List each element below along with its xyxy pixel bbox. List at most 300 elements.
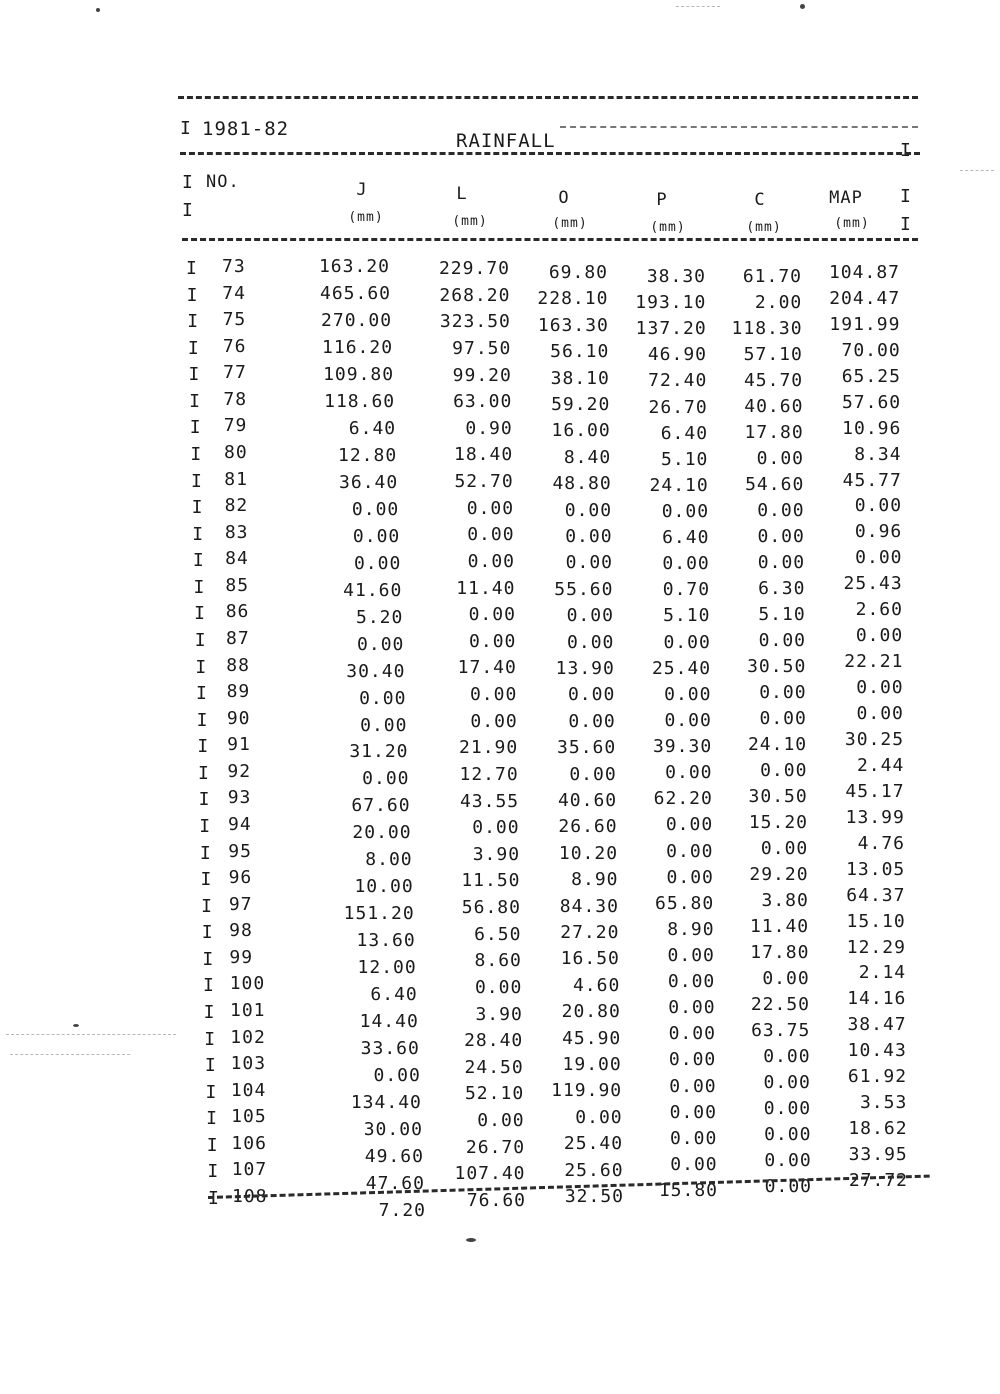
row-bar: I (900, 186, 911, 207)
title-right-rule (560, 126, 918, 128)
cell-j: 0.00 (353, 552, 402, 574)
cell-o: 10.20 (558, 842, 619, 864)
cell-p: 0.00 (666, 840, 714, 862)
cell-p: 5.10 (663, 605, 711, 627)
cell-p: 0.00 (661, 501, 710, 523)
cell-j: 5.20 (356, 606, 404, 628)
cell-o: 0.00 (567, 631, 615, 653)
cell-c: 0.00 (764, 1124, 812, 1145)
col-header-p: P (656, 190, 668, 210)
row-bar: I (194, 630, 206, 651)
cell-j: 0.00 (360, 714, 408, 736)
row-number: 92 (227, 760, 252, 782)
cell-map: 10.43 (847, 1040, 907, 1062)
row-number: 74 (222, 282, 246, 304)
cell-map: 57.60 (841, 391, 902, 413)
top-border (178, 96, 918, 99)
row-bar: I (196, 683, 207, 705)
row-number: 103 (230, 1053, 267, 1075)
scan-noise-line (10, 1054, 130, 1055)
cell-o: 8.40 (563, 446, 612, 468)
cell-l: 0.00 (469, 630, 517, 652)
row-bar: I (190, 444, 202, 465)
row-number: 80 (224, 442, 248, 463)
cell-l: 52.10 (464, 1083, 525, 1105)
cell-p: 0.00 (670, 1153, 718, 1175)
cell-p: 15.80 (658, 1180, 718, 1201)
row-bar: I (201, 895, 212, 917)
cell-map: 0.00 (855, 625, 904, 647)
scan-noise-line (960, 170, 994, 171)
cell-l: 12.70 (459, 763, 519, 785)
cell-c: 45.70 (743, 370, 804, 391)
cell-map: 22.21 (844, 651, 904, 673)
row-bar: I (180, 118, 191, 139)
cell-o: 13.90 (555, 658, 615, 679)
row-number: 89 (226, 681, 251, 703)
cell-o: 32.50 (564, 1186, 624, 1207)
row-number: 79 (223, 415, 248, 437)
cell-c: 0.00 (762, 968, 810, 989)
cell-j: 67.60 (351, 795, 411, 817)
cell-map: 45.77 (842, 469, 902, 491)
cell-o: 55.60 (554, 578, 614, 600)
cell-l: 6.50 (474, 923, 522, 945)
cell-o: 20.80 (561, 1001, 621, 1023)
no-header: NO. (206, 172, 240, 192)
cell-j: 49.60 (364, 1146, 424, 1168)
row-bar: I (198, 789, 210, 811)
row-number: 106 (231, 1132, 267, 1154)
cell-o: 27.20 (560, 922, 620, 943)
cell-map: 70.00 (841, 339, 901, 361)
cell-c: 24.10 (747, 734, 808, 755)
cell-o: 16.00 (551, 420, 611, 442)
col-unit-l: (mm) (452, 214, 488, 229)
cell-c: 0.00 (760, 760, 808, 781)
cell-map: 65.25 (841, 365, 901, 387)
row-bar: I (194, 603, 205, 625)
cell-j: 7.20 (378, 1200, 426, 1221)
cell-p: 0.00 (664, 683, 712, 705)
cell-p: 0.00 (668, 997, 716, 1019)
cell-c: 15.20 (748, 812, 808, 833)
row-bar: I (203, 1002, 215, 1023)
cell-c: 0.00 (764, 1176, 812, 1197)
cell-l: 43.55 (459, 790, 520, 812)
cell-c: 0.00 (764, 1150, 812, 1171)
row-bar: I (186, 258, 197, 279)
cell-p: 0.00 (666, 866, 714, 888)
row-bar: I (186, 284, 198, 306)
scan-noise-line (6, 1034, 176, 1035)
cell-p: 6.40 (662, 527, 710, 549)
cell-o: 0.00 (564, 499, 613, 521)
cell-p: 0.70 (662, 579, 711, 601)
row-bar: I (182, 200, 193, 221)
row-bar: I (204, 1055, 216, 1077)
cell-p: 39.30 (652, 736, 713, 758)
cell-l: 0.00 (469, 684, 518, 706)
row-bar: I (189, 390, 200, 412)
cell-c: 54.60 (745, 474, 805, 495)
row-bar: I (207, 1161, 219, 1183)
cell-c: 22.50 (750, 994, 810, 1015)
cell-l: 26.70 (465, 1136, 526, 1158)
cell-map: 10.96 (842, 417, 902, 439)
cell-j: 13.60 (356, 930, 416, 952)
cell-l: 229.70 (438, 258, 510, 279)
cell-j: 31.20 (349, 741, 409, 763)
cell-map: 30.25 (844, 728, 905, 750)
cell-o: 0.00 (565, 552, 614, 574)
row-number: 77 (223, 362, 247, 384)
cell-j: 0.00 (351, 498, 400, 520)
cell-o: 25.40 (563, 1133, 624, 1155)
row-bar: I (900, 214, 911, 235)
cell-map: 45.17 (845, 780, 905, 802)
col-header-j: J (356, 180, 368, 200)
cell-map: 18.62 (848, 1118, 908, 1140)
title-divider (180, 152, 920, 155)
cell-o: 4.60 (572, 974, 621, 996)
cell-p: 46.90 (647, 344, 708, 366)
scan-speck (466, 1238, 476, 1242)
row-number: 84 (225, 548, 249, 570)
row-bar: I (208, 1188, 219, 1209)
cell-j: 0.00 (373, 1065, 421, 1087)
row-number: 82 (224, 495, 249, 517)
cell-map: 13.05 (846, 858, 906, 880)
cell-l: 323.50 (439, 311, 511, 333)
cell-j: 0.00 (362, 768, 410, 790)
cell-o: 0.00 (575, 1106, 623, 1128)
cell-o: 0.00 (567, 684, 616, 706)
col-header-c: C (754, 190, 766, 210)
cell-p: 5.10 (661, 448, 709, 470)
row-bar: I (202, 975, 214, 997)
cell-c: 0.00 (759, 682, 807, 703)
cell-o: 56.10 (550, 341, 610, 363)
cell-p: 26.70 (648, 396, 708, 418)
cell-p: 24.10 (649, 474, 709, 496)
cell-j: 8.00 (365, 849, 413, 871)
col-unit-j: (mm) (348, 210, 384, 225)
cell-j: 6.40 (370, 984, 418, 1006)
cell-l: 0.00 (468, 604, 516, 626)
cell-l: 18.40 (454, 444, 514, 466)
cell-l: 24.50 (464, 1056, 524, 1078)
cell-l: 107.40 (454, 1163, 526, 1185)
row-bar: I (195, 656, 207, 678)
cell-p: 0.00 (667, 971, 716, 993)
cell-j: 0.00 (359, 687, 407, 709)
row-bar: I (182, 172, 193, 193)
cell-l: 11.50 (461, 870, 521, 892)
scan-noise-line (676, 6, 720, 7)
cell-map: 25.43 (843, 573, 903, 595)
cell-l: 28.40 (464, 1030, 524, 1052)
cell-c: 29.20 (749, 864, 809, 885)
row-number: 99 (229, 946, 254, 968)
cell-j: 30.40 (346, 660, 406, 682)
cell-l: 21.90 (459, 737, 519, 759)
row-number: 94 (228, 814, 252, 835)
row-number: 90 (226, 707, 251, 729)
cell-o: 69.80 (548, 262, 608, 283)
col-unit-p: (mm) (650, 220, 686, 235)
row-bar: I (900, 140, 911, 161)
cell-j: 12.80 (338, 444, 398, 466)
row-bar: I (192, 523, 204, 545)
cell-o: 0.00 (566, 605, 614, 627)
row-bar: I (191, 497, 203, 519)
cell-p: 0.00 (668, 1049, 717, 1071)
cell-l: 99.20 (452, 364, 512, 386)
row-bar: I (199, 816, 211, 837)
row-number: 93 (227, 787, 252, 809)
cell-o: 38.10 (550, 367, 610, 389)
cell-p: 65.80 (655, 892, 715, 914)
row-number: 108 (232, 1186, 268, 1207)
cell-p: 25.40 (651, 657, 712, 679)
cell-j: 134.40 (350, 1092, 422, 1114)
cell-j: 465.60 (319, 282, 392, 304)
cell-j: 118.60 (324, 390, 396, 412)
cell-o: 0.00 (568, 710, 616, 732)
cell-p: 0.00 (664, 709, 712, 731)
row-number: 78 (223, 388, 248, 410)
cell-map: 0.00 (856, 703, 904, 725)
cell-j: 20.00 (352, 822, 412, 844)
row-bar: I (187, 337, 199, 359)
col-unit-c: (mm) (746, 220, 782, 235)
cell-j: 270.00 (321, 309, 393, 331)
cell-p: 0.00 (663, 631, 711, 653)
cell-c: 0.00 (756, 448, 804, 469)
cell-j: 36.40 (339, 471, 399, 493)
cell-map: 2.14 (858, 962, 907, 984)
cell-p: 0.00 (667, 944, 715, 966)
row-bar: I (192, 550, 204, 572)
cell-p: 0.00 (665, 814, 714, 836)
cell-l: 76.60 (466, 1190, 526, 1211)
cell-map: 0.00 (854, 495, 903, 517)
cell-map: 8.34 (854, 443, 902, 465)
col-unit-o: (mm) (552, 216, 588, 231)
cell-j: 30.00 (363, 1119, 423, 1141)
cell-p: 0.00 (669, 1101, 717, 1123)
scan-speck (96, 8, 100, 12)
cell-map: 3.53 (859, 1092, 908, 1114)
cell-map: 27.72 (848, 1170, 908, 1191)
cell-l: 0.00 (467, 524, 515, 546)
cell-c: 0.00 (763, 1098, 812, 1119)
cell-c: 57.10 (743, 344, 803, 365)
row-number: 91 (227, 734, 251, 756)
cell-c: 30.50 (748, 786, 808, 807)
cell-o: 84.30 (559, 895, 619, 917)
cell-o: 25.60 (564, 1159, 624, 1181)
cell-l: 0.90 (465, 417, 513, 439)
cell-map: 13.99 (845, 806, 905, 828)
cell-j: 151.20 (343, 903, 415, 925)
row-number: 105 (231, 1106, 267, 1128)
cell-p: 72.40 (648, 370, 708, 392)
row-bar: I (204, 1028, 216, 1050)
cell-c: 0.00 (757, 552, 806, 573)
cell-c: 0.00 (759, 708, 807, 729)
cell-c: 3.80 (761, 890, 809, 911)
cell-c: 0.00 (758, 630, 806, 651)
cell-c: 0.00 (757, 500, 805, 521)
cell-map: 12.29 (846, 936, 906, 958)
row-bar: I (189, 417, 201, 439)
cell-c: 63.75 (751, 1020, 811, 1041)
row-number: 73 (222, 256, 246, 277)
cell-map: 0.96 (854, 521, 903, 543)
season-label: 1981-82 (202, 118, 290, 140)
row-number: 98 (229, 920, 253, 942)
cell-c: 0.00 (760, 838, 809, 859)
cell-o: 59.20 (551, 394, 611, 415)
cell-p: 0.00 (669, 1127, 718, 1149)
cell-l: 0.00 (466, 497, 515, 519)
row-number: 81 (224, 468, 248, 490)
row-bar: I (197, 736, 209, 758)
cell-l: 0.00 (467, 550, 516, 572)
cell-j: 0.00 (357, 633, 405, 655)
cell-map: 33.95 (848, 1144, 908, 1166)
cell-c: 61.70 (742, 266, 802, 287)
cell-o: 19.00 (562, 1054, 622, 1075)
cell-l: 268.20 (439, 284, 511, 306)
row-number: 75 (222, 309, 247, 331)
cell-c: 0.00 (763, 1046, 811, 1067)
cell-o: 228.10 (537, 288, 609, 310)
row-bar: I (202, 948, 214, 970)
row-number: 102 (230, 1026, 266, 1048)
cell-map: 0.00 (855, 547, 903, 569)
cell-l: 3.90 (475, 1003, 523, 1025)
cell-c: 6.30 (758, 578, 806, 599)
cell-l: 0.00 (474, 976, 523, 998)
cell-l: 3.90 (472, 843, 521, 865)
cell-l: 63.00 (453, 391, 513, 413)
col-header-map: MAP (829, 188, 863, 208)
cell-c: 30.50 (747, 656, 807, 677)
cell-p: 38.30 (646, 266, 706, 287)
cell-map: 15.10 (846, 910, 906, 932)
cell-map: 61.92 (847, 1066, 908, 1088)
row-bar: I (206, 1108, 217, 1130)
row-bar: I (200, 869, 212, 891)
cell-l: 56.80 (461, 897, 521, 919)
col-header-l: L (456, 184, 468, 204)
cell-j: 0.00 (352, 525, 401, 547)
cell-j: 47.60 (365, 1173, 425, 1195)
cell-c: 0.00 (763, 1072, 811, 1093)
row-number: 97 (228, 893, 253, 915)
cell-l: 11.40 (456, 577, 516, 599)
row-bar: I (199, 842, 211, 864)
cell-map: 2.60 (855, 599, 903, 621)
cell-j: 116.20 (322, 336, 394, 358)
col-header-o: O (558, 188, 570, 208)
cell-l: 0.00 (477, 1110, 525, 1132)
cell-c: 17.80 (750, 942, 810, 963)
cell-p: 193.10 (635, 292, 707, 314)
row-number: 85 (225, 574, 250, 596)
cell-l: 0.00 (470, 710, 518, 732)
cell-l: 97.50 (452, 337, 512, 359)
cell-p: 62.20 (653, 788, 713, 810)
row-number: 87 (226, 628, 250, 649)
cell-c: 40.60 (744, 396, 804, 417)
cell-map: 191.99 (829, 313, 901, 335)
cell-map: 4.76 (857, 832, 906, 854)
cell-o: 163.30 (537, 314, 609, 336)
cell-map: 14.16 (847, 988, 907, 1010)
cell-j: 33.60 (360, 1038, 420, 1060)
row-bar: I (193, 576, 205, 598)
cell-o: 16.50 (560, 948, 620, 970)
cell-j: 109.80 (323, 363, 395, 385)
row-bar: I (201, 922, 213, 944)
scan-speck (73, 1024, 79, 1027)
cell-map: 2.44 (856, 754, 905, 776)
row-bar: I (196, 709, 208, 731)
cell-c: 2.00 (754, 292, 803, 313)
cell-o: 0.00 (569, 763, 617, 785)
row-number: 83 (224, 521, 249, 543)
cell-p: 6.40 (660, 422, 709, 444)
cell-c: 5.10 (758, 604, 806, 625)
cell-o: 48.80 (552, 473, 612, 495)
cell-c: 118.30 (731, 318, 803, 339)
cell-p: 0.00 (662, 553, 710, 575)
cell-p: 0.00 (668, 1023, 716, 1045)
cell-p: 0.00 (665, 762, 713, 784)
row-bar: I (187, 311, 199, 333)
scan-speck (800, 4, 805, 9)
cell-j: 12.00 (357, 957, 417, 979)
row-number: 95 (228, 840, 252, 862)
col-unit-map: (mm) (834, 216, 870, 231)
cell-j: 41.60 (343, 579, 403, 601)
row-bar: I (197, 762, 209, 784)
cell-c: 17.80 (744, 422, 804, 443)
cell-j: 10.00 (354, 876, 414, 898)
table-title: RAINFALL (456, 130, 556, 152)
cell-o: 26.60 (558, 816, 618, 838)
cell-l: 0.00 (472, 817, 520, 839)
row-number: 96 (228, 867, 253, 889)
row-number: 88 (226, 654, 250, 676)
row-bar: I (191, 470, 202, 492)
cell-l: 52.70 (454, 471, 514, 493)
row-bar: I (206, 1134, 218, 1156)
cell-p: 0.00 (669, 1075, 717, 1097)
row-number: 100 (229, 973, 266, 995)
cell-o: 8.90 (571, 869, 619, 891)
cell-map: 64.37 (846, 884, 906, 906)
cell-j: 6.40 (348, 417, 397, 439)
cell-p: 137.20 (635, 318, 707, 340)
cell-o: 119.90 (551, 1080, 623, 1102)
cell-c: 0.00 (757, 526, 805, 547)
row-number: 76 (222, 335, 247, 357)
